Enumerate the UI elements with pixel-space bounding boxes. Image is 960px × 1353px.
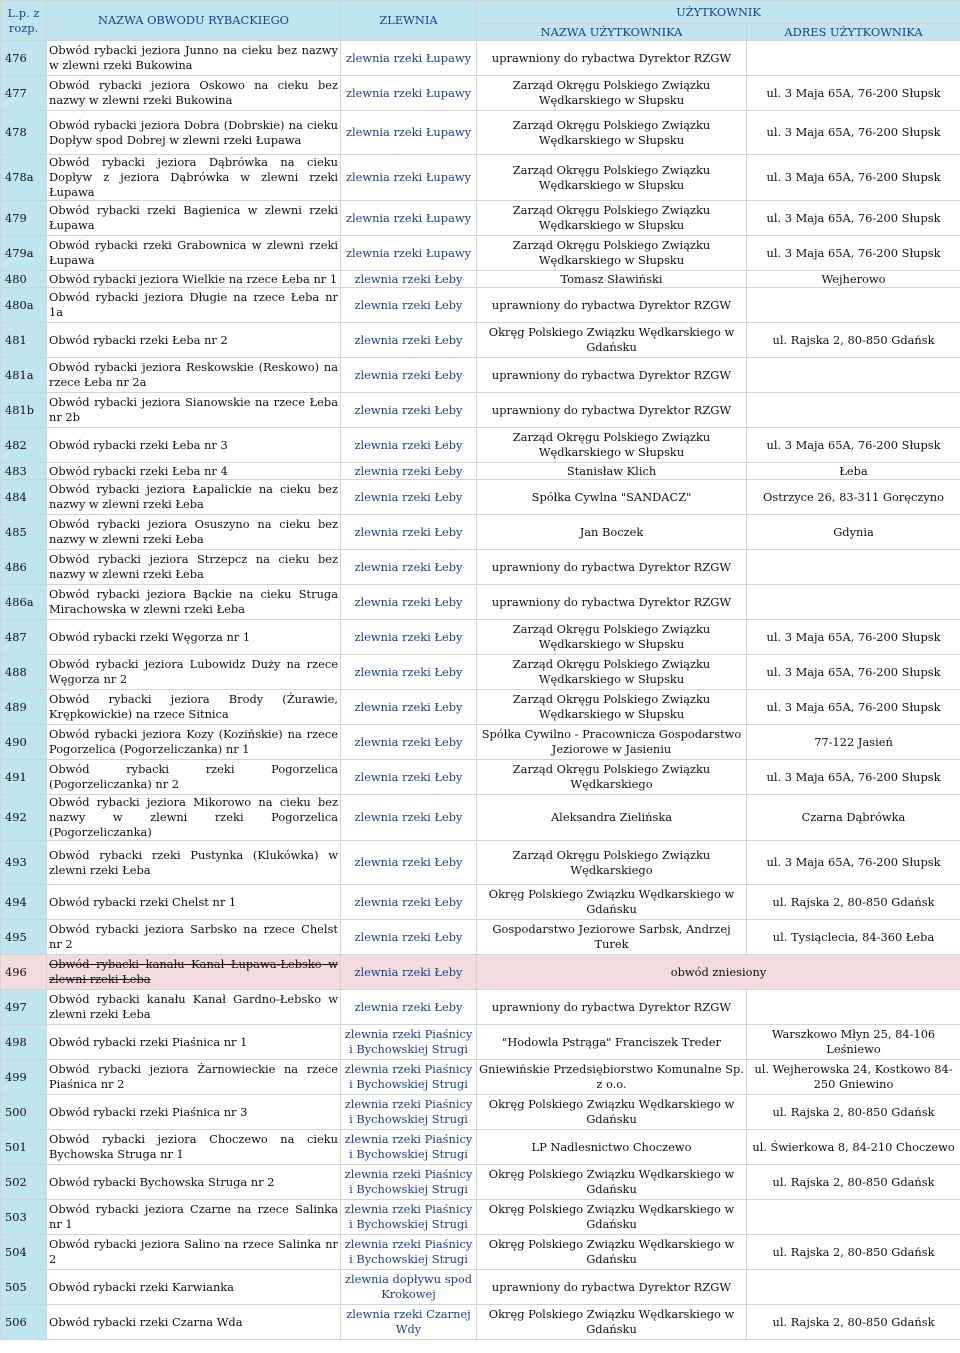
catchment: zlewnia rzeki Piaśnicy i Bychowskiej Strugi: [341, 1025, 477, 1060]
row-number: 496: [1, 955, 47, 990]
row-number: 482: [1, 428, 47, 463]
row-number: 484: [1, 480, 47, 515]
table-row: [1, 1165, 960, 1200]
district-name: [47, 1130, 341, 1165]
row-number: 505: [1, 1270, 47, 1305]
table-row: [1, 515, 960, 550]
district-name-text: Obwód rybacki jeziora Choczewo na cieku Bychowska Struga nr 1: [49, 1132, 338, 1161]
user-name: Okręg Polskiego Związku Wędkarskiego w Gdańsku: [477, 1305, 747, 1340]
row-number: 486a: [1, 585, 47, 620]
table-body: [1, 41, 960, 1340]
district-name-text: Obwód rybacki jeziora Długie na rzece Łeba nr 1a: [49, 290, 338, 319]
row-number: 489: [1, 690, 47, 725]
user-name: uprawniony do rybactwa Dyrektor RZGW: [477, 393, 747, 428]
catchment: zlewnia rzeki Łupawy: [341, 111, 477, 155]
row-number: 494: [1, 885, 47, 920]
catchment: zlewnia rzeki Łeby: [341, 393, 477, 428]
user-name: Okręg Polskiego Związku Wędkarskiego w Gdańsku: [477, 323, 747, 358]
table-row: [1, 76, 960, 111]
district-name: [47, 1060, 341, 1095]
district-name: [47, 1270, 341, 1305]
row-number: 490: [1, 725, 47, 760]
district-name-text: Obwód rybacki jeziora Dobra (Dobrskie) na cieku Dopływ spod Dobrej w zlewni rzeki Łupawa: [49, 117, 338, 147]
catchment: zlewnia rzeki Piaśnicy i Bychowskiej Strugi: [341, 1130, 477, 1165]
user-name: Zarząd Okręgu Polskiego Związku Wędkarskiego: [477, 760, 747, 795]
row-number: 488: [1, 655, 47, 690]
district-name: [47, 201, 341, 236]
header-user-address: ADRES UŻYTKOWNIKA: [747, 24, 960, 41]
table-row: [1, 841, 960, 885]
district-name: [47, 885, 341, 920]
district-name-text: Obwód rybacki rzeki Piaśnica nr 1: [49, 1034, 248, 1049]
district-name-text: Obwód rybacki jeziora Brody (Żurawie, Krępkowickie) na rzece Sitnica: [49, 692, 338, 721]
user-name: Zarząd Okręgu Polskiego Związku Wędkarskiego w Słupsku: [477, 620, 747, 655]
district-name: [47, 620, 341, 655]
user-address: [747, 550, 960, 585]
row-number: 487: [1, 620, 47, 655]
district-name-text: Obwód rybacki Bychowska Struga nr 2: [49, 1174, 275, 1189]
catchment: zlewnia rzeki Łeby: [341, 841, 477, 885]
table-row: [1, 1270, 960, 1305]
district-name-text: Obwód rybacki jeziora Dąbrówka na cieku Dopływ z jeziora Dąbrówka w zlewni rzeki Łupawa: [49, 155, 338, 199]
table-row: [1, 550, 960, 585]
district-name: [47, 841, 341, 885]
user-name: uprawniony do rybactwa Dyrektor RZGW: [477, 288, 747, 323]
district-name-text: Obwód rybacki jeziora Sianowskie na rzece Łeba nr 2b: [49, 395, 338, 424]
catchment: zlewnia rzeki Łeby: [341, 585, 477, 620]
table-row: [1, 271, 960, 288]
row-number: 491: [1, 760, 47, 795]
user-address: Ostrzyce 26, 83-311 Goręczyno: [747, 480, 960, 515]
row-number: 486: [1, 550, 47, 585]
header-district-name: NAZWA OBWODU RYBACKIEGO: [47, 1, 341, 41]
table-row: [1, 288, 960, 323]
user-name: Zarząd Okręgu Polskiego Związku Wędkarskiego w Słupsku: [477, 76, 747, 111]
district-name: [47, 990, 341, 1025]
row-number: 497: [1, 990, 47, 1025]
district-name: [47, 393, 341, 428]
row-number: 479: [1, 201, 47, 236]
user-name: Okręg Polskiego Związku Wędkarskiego w Gdańsku: [477, 1200, 747, 1235]
user-name: Zarząd Okręgu Polskiego Związku Wędkarskiego w Słupsku: [477, 201, 747, 236]
user-address: ul. Rajska 2, 80-850 Gdańsk: [747, 1305, 960, 1340]
catchment: zlewnia rzeki Piaśnicy i Bychowskiej Strugi: [341, 1200, 477, 1235]
user-address: Łeba: [747, 463, 960, 480]
catchment: zlewnia rzeki Łeby: [341, 550, 477, 585]
user-address: Warszkowo Młyn 25, 84-106 Leśniewo: [747, 1025, 960, 1060]
district-name-text: Obwód rybacki jeziora Czarne na rzece Salinka nr 1: [49, 1202, 338, 1231]
table-row: [1, 795, 960, 841]
user-address: [747, 585, 960, 620]
table-row: [1, 463, 960, 480]
table-row: [1, 585, 960, 620]
user-name: Okręg Polskiego Związku Wędkarskiego w Gdańsku: [477, 885, 747, 920]
user-name: uprawniony do rybactwa Dyrektor RZGW: [477, 550, 747, 585]
user-name: Spółka Cywilno - Pracownicza Gospodarstwo Jeziorowe w Jasieniu: [477, 725, 747, 760]
user-address: ul. 3 Maja 65A, 76-200 Słupsk: [747, 620, 960, 655]
catchment: zlewnia rzeki Łeby: [341, 885, 477, 920]
user-address: ul. 3 Maja 65A, 76-200 Słupsk: [747, 236, 960, 271]
user-name: Aleksandra Zielińska: [477, 795, 747, 841]
district-name-text: Obwód rybacki jeziora Oskowo na cieku bez nazwy w zlewni rzeki Bukowina: [49, 78, 338, 107]
user-address: ul. 3 Maja 65A, 76-200 Słupsk: [747, 155, 960, 201]
catchment: zlewnia rzeki Łeby: [341, 920, 477, 955]
catchment: zlewnia rzeki Łeby: [341, 795, 477, 841]
district-name: [47, 76, 341, 111]
user-name: LP Nadlesnictwo Choczewo: [477, 1130, 747, 1165]
table-row: [1, 323, 960, 358]
table-row: [1, 1130, 960, 1165]
catchment: zlewnia rzeki Łeby: [341, 690, 477, 725]
user-address: ul. Rajska 2, 80-850 Gdańsk: [747, 885, 960, 920]
user-address: [747, 41, 960, 76]
row-number: 478: [1, 111, 47, 155]
district-name-text: Obwód rybacki jeziora Strzepcz na cieku bez nazwy w zlewni rzeki Łeba: [49, 552, 338, 581]
table-row: [1, 41, 960, 76]
district-name: [47, 1025, 341, 1060]
district-name: [47, 271, 341, 288]
district-name: [47, 41, 341, 76]
district-name-text: Obwód rybacki jeziora Reskowskie (Reskowo) na rzece Łeba nr 2a: [49, 360, 338, 389]
table-row: [1, 885, 960, 920]
district-name-text: Obwód rybacki rzeki Łeba nr 3: [49, 437, 228, 452]
district-name: [47, 1095, 341, 1130]
table-row: [1, 201, 960, 236]
catchment: zlewnia rzeki Łupawy: [341, 41, 477, 76]
user-address: [747, 990, 960, 1025]
district-name-text: Obwód rybacki rzeki Węgorza nr 1: [49, 629, 251, 644]
row-number: 483: [1, 463, 47, 480]
row-number: 478a: [1, 155, 47, 201]
district-name-text: Obwód rybacki rzeki Piaśnica nr 3: [49, 1104, 248, 1119]
table-row: [1, 236, 960, 271]
district-name: [47, 463, 341, 480]
user-address: ul. Tysiąclecia, 84-360 Łeba: [747, 920, 960, 955]
user-address: [747, 1200, 960, 1235]
table-row: [1, 155, 960, 201]
district-name-text: Obwód rybacki rzeki Bagienica w zlewni rzeki Łupawa: [49, 203, 338, 232]
user-address: [747, 358, 960, 393]
district-name: [47, 955, 341, 990]
row-number: 502: [1, 1165, 47, 1200]
district-name: [47, 428, 341, 463]
row-number: 495: [1, 920, 47, 955]
user-name: Zarząd Okręgu Polskiego Związku Wędkarskiego: [477, 841, 747, 885]
row-number: 503: [1, 1200, 47, 1235]
row-number: 499: [1, 1060, 47, 1095]
header-user: UŻYTKOWNIK: [477, 1, 960, 24]
table-row: [1, 358, 960, 393]
catchment: zlewnia rzeki Łeby: [341, 480, 477, 515]
user-address: 77-122 Jasień: [747, 725, 960, 760]
catchment: zlewnia dopływu spod Krokowej: [341, 1270, 477, 1305]
user-address: [747, 393, 960, 428]
row-number: 477: [1, 76, 47, 111]
district-name: [47, 515, 341, 550]
table-row: [1, 920, 960, 955]
table-header: [1, 1, 960, 41]
user-address: Czarna Dąbrówka: [747, 795, 960, 841]
catchment: zlewnia rzeki Łeby: [341, 358, 477, 393]
district-name: [47, 288, 341, 323]
user-name: Jan Boczek: [477, 515, 747, 550]
table-row: [1, 990, 960, 1025]
user-name: uprawniony do rybactwa Dyrektor RZGW: [477, 41, 747, 76]
table-row: [1, 1060, 960, 1095]
catchment: zlewnia rzeki Łeby: [341, 463, 477, 480]
user-name: Okręg Polskiego Związku Wędkarskiego w Gdańsku: [477, 1165, 747, 1200]
district-name-text: Obwód rybacki jeziora Kozy (Kozińskie) na rzece Pogorzelica (Pogorzeliczanka) nr 1: [49, 727, 338, 756]
catchment: zlewnia rzeki Łeby: [341, 725, 477, 760]
user-name: "Hodowla Pstrąga" Franciszek Treder: [477, 1025, 747, 1060]
district-name: [47, 725, 341, 760]
district-name-text: Obwód rybacki rzeki Pustynka (Klukówka) w zlewni rzeki Łeba: [49, 847, 338, 877]
table-row: [1, 955, 960, 990]
user-name: Tomasz Sławiński: [477, 271, 747, 288]
user-name: Zarząd Okręgu Polskiego Związku Wędkarskiego w Słupsku: [477, 655, 747, 690]
user-address: ul. 3 Maja 65A, 76-200 Słupsk: [747, 111, 960, 155]
row-number: 480: [1, 271, 47, 288]
district-name: [47, 1235, 341, 1270]
user-address: Gdynia: [747, 515, 960, 550]
table-row: [1, 1305, 960, 1340]
district-name: [47, 1305, 341, 1340]
catchment: zlewnia rzeki Łeby: [341, 990, 477, 1025]
district-name: [47, 236, 341, 271]
district-name-text: Obwód rybacki rzeki Łeba nr 2: [49, 332, 228, 347]
row-number: 481: [1, 323, 47, 358]
district-name-text: Obwód rybacki rzeki Łeba nr 4: [49, 463, 228, 478]
catchment: zlewnia rzeki Łupawy: [341, 76, 477, 111]
user-name: Stanisław Klich: [477, 463, 747, 480]
district-name-text: Obwód rybacki jeziora Sarbsko na rzece Chelst nr 2: [49, 922, 338, 951]
row-number: 480a: [1, 288, 47, 323]
user-address: ul. 3 Maja 65A, 76-200 Słupsk: [747, 841, 960, 885]
district-name-text: Obwód rybacki kanału Kanał Gardno-Łebsko w zlewni rzeki Łeba: [49, 992, 338, 1021]
table-row: [1, 1095, 960, 1130]
table-row: [1, 725, 960, 760]
user-address: ul. 3 Maja 65A, 76-200 Słupsk: [747, 428, 960, 463]
row-number: 481a: [1, 358, 47, 393]
catchment: zlewnia rzeki Łeby: [341, 955, 477, 990]
header-catchment: ZLEWNIA: [341, 1, 477, 41]
header-user-name: NAZWA UŻYTKOWNIKA: [477, 24, 747, 41]
district-name: [47, 155, 341, 201]
user-name: Gospodarstwo Jeziorowe Sarbsk, Andrzej Turek: [477, 920, 747, 955]
catchment: zlewnia rzeki Łeby: [341, 428, 477, 463]
table-row: [1, 655, 960, 690]
district-name-text: Obwód rybacki jeziora Osuszyno na cieku bez nazwy w zlewni rzeki Łeba: [49, 517, 338, 546]
row-number: 485: [1, 515, 47, 550]
user-address: ul. 3 Maja 65A, 76-200 Słupsk: [747, 655, 960, 690]
district-name: [47, 795, 341, 841]
removed-status: obwód zniesiony: [477, 955, 960, 990]
table-row: [1, 111, 960, 155]
user-address: ul. 3 Maja 65A, 76-200 Słupsk: [747, 760, 960, 795]
district-name-text: Obwód rybacki rzeki Chelst nr 1: [49, 894, 237, 909]
catchment: zlewnia rzeki Piaśnicy i Bychowskiej Strugi: [341, 1165, 477, 1200]
district-name: [47, 1200, 341, 1235]
district-name: [47, 760, 341, 795]
district-name-text: Obwód rybacki jeziora Mikorowo na cieku bez nazwy w zlewni rzeki Pogorzelica (Pogorzeliczanka): [49, 795, 338, 839]
district-name: [47, 480, 341, 515]
row-number: 504: [1, 1235, 47, 1270]
row-number: 476: [1, 41, 47, 76]
catchment: zlewnia rzeki Łupawy: [341, 155, 477, 201]
header-lp: L.p. z rozp.: [1, 1, 47, 41]
table-row: [1, 393, 960, 428]
row-number: 492: [1, 795, 47, 841]
district-name-text: Obwód rybacki jeziora Łapalickie na cieku bez nazwy w zlewni rzeki Łeba: [49, 482, 338, 511]
catchment: zlewnia rzeki Piaśnicy i Bychowskiej Strugi: [341, 1235, 477, 1270]
user-name: Okręg Polskiego Związku Wędkarskiego w Gdańsku: [477, 1235, 747, 1270]
catchment: zlewnia rzeki Łeby: [341, 323, 477, 358]
user-address: [747, 288, 960, 323]
user-address: ul. Wejherowska 24, Kostkowo 84-250 Gniewino: [747, 1060, 960, 1095]
district-name-text: Obwód rybacki rzeki Karwianka: [49, 1279, 234, 1294]
district-name-text: Obwód rybacki jeziora Wielkie na rzece Łeba nr 1: [49, 271, 338, 286]
catchment: zlewnia rzeki Czarnej Wdy: [341, 1305, 477, 1340]
user-name: uprawniony do rybactwa Dyrektor RZGW: [477, 1270, 747, 1305]
table-row: [1, 428, 960, 463]
district-name-text: Obwód rybacki jeziora Lubowidz Duży na rzece Węgorza nr 2: [49, 657, 338, 686]
user-name: uprawniony do rybactwa Dyrektor RZGW: [477, 585, 747, 620]
district-name: [47, 690, 341, 725]
row-number: 500: [1, 1095, 47, 1130]
user-address: ul. 3 Maja 65A, 76-200 Słupsk: [747, 201, 960, 236]
district-name-text: Obwód rybacki rzeki Czarna Wda: [49, 1314, 243, 1329]
district-name-text: Obwód rybacki jeziora Żarnowieckie na rzece Piaśnica nr 2: [49, 1062, 338, 1091]
row-number: 498: [1, 1025, 47, 1060]
row-number: 493: [1, 841, 47, 885]
catchment: zlewnia rzeki Łeby: [341, 271, 477, 288]
catchment: zlewnia rzeki Łupawy: [341, 201, 477, 236]
user-name: Zarząd Okręgu Polskiego Związku Wędkarskiego w Słupsku: [477, 111, 747, 155]
user-name: Zarząd Okręgu Polskiego Związku Wędkarskiego w Słupsku: [477, 155, 747, 201]
user-name: uprawniony do rybactwa Dyrektor RZGW: [477, 990, 747, 1025]
district-name-text: Obwód rybacki kanału Kanał Łupawa-Łebsko w zlewni rzeki Łeba: [49, 957, 338, 986]
table-row: [1, 620, 960, 655]
table-row: [1, 1025, 960, 1060]
district-name: [47, 111, 341, 155]
row-number: 501: [1, 1130, 47, 1165]
catchment: zlewnia rzeki Łeby: [341, 288, 477, 323]
catchment: zlewnia rzeki Łeby: [341, 655, 477, 690]
user-address: ul. Rajska 2, 80-850 Gdańsk: [747, 1235, 960, 1270]
catchment: zlewnia rzeki Łeby: [341, 760, 477, 795]
user-address: ul. Rajska 2, 80-850 Gdańsk: [747, 1095, 960, 1130]
user-name: uprawniony do rybactwa Dyrektor RZGW: [477, 358, 747, 393]
user-address: ul. Rajska 2, 80-850 Gdańsk: [747, 323, 960, 358]
table-row: [1, 690, 960, 725]
table-row: [1, 1200, 960, 1235]
user-name: Zarząd Okręgu Polskiego Związku Wędkarskiego w Słupsku: [477, 236, 747, 271]
district-name-text: Obwód rybacki jeziora Salino na rzece Salinka nr 2: [49, 1237, 338, 1266]
district-name: [47, 323, 341, 358]
district-name: [47, 358, 341, 393]
row-number: 506: [1, 1305, 47, 1340]
catchment: zlewnia rzeki Łeby: [341, 620, 477, 655]
district-name: [47, 1165, 341, 1200]
user-address: ul. Rajska 2, 80-850 Gdańsk: [747, 1165, 960, 1200]
user-name: Zarząd Okręgu Polskiego Związku Wędkarskiego w Słupsku: [477, 428, 747, 463]
table-row: [1, 760, 960, 795]
user-address: [747, 1270, 960, 1305]
catchment: zlewnia rzeki Piaśnicy i Bychowskiej Strugi: [341, 1060, 477, 1095]
user-address: ul. 3 Maja 65A, 76-200 Słupsk: [747, 690, 960, 725]
table-row: [1, 1235, 960, 1270]
catchment: zlewnia rzeki Piaśnicy i Bychowskiej Strugi: [341, 1095, 477, 1130]
district-name: [47, 655, 341, 690]
user-name: Spółka Cywlna "SANDACZ": [477, 480, 747, 515]
district-name: [47, 920, 341, 955]
district-name-text: Obwód rybacki jeziora Junno na cieku bez nazwy w zlewni rzeki Bukowina: [49, 43, 338, 72]
district-name-text: Obwód rybacki rzeki Grabownica w zlewni rzeki Łupawa: [49, 238, 338, 267]
row-number: 481b: [1, 393, 47, 428]
district-name: [47, 585, 341, 620]
catchment: zlewnia rzeki Łeby: [341, 515, 477, 550]
user-address: ul. 3 Maja 65A, 76-200 Słupsk: [747, 76, 960, 111]
row-number: 479a: [1, 236, 47, 271]
district-name-text: Obwód rybacki rzeki Pogorzelica (Pogorzeliczanka) nr 2: [49, 762, 338, 791]
user-address: ul. Świerkowa 8, 84-210 Choczewo: [747, 1130, 960, 1165]
district-name-text: Obwód rybacki jeziora Bąckie na cieku Struga Mirachowska w zlewni rzeki Łeba: [49, 587, 338, 616]
catchment: zlewnia rzeki Łupawy: [341, 236, 477, 271]
user-name: Gniewińskie Przedsiębiorstwo Komunalne Sp. z o.o.: [477, 1060, 747, 1095]
district-name: [47, 550, 341, 585]
user-name: Okręg Polskiego Związku Wędkarskiego w Gdańsku: [477, 1095, 747, 1130]
user-name: Zarząd Okręgu Polskiego Związku Wędkarskiego w Słupsku: [477, 690, 747, 725]
table-row: [1, 480, 960, 515]
user-address: Wejherowo: [747, 271, 960, 288]
